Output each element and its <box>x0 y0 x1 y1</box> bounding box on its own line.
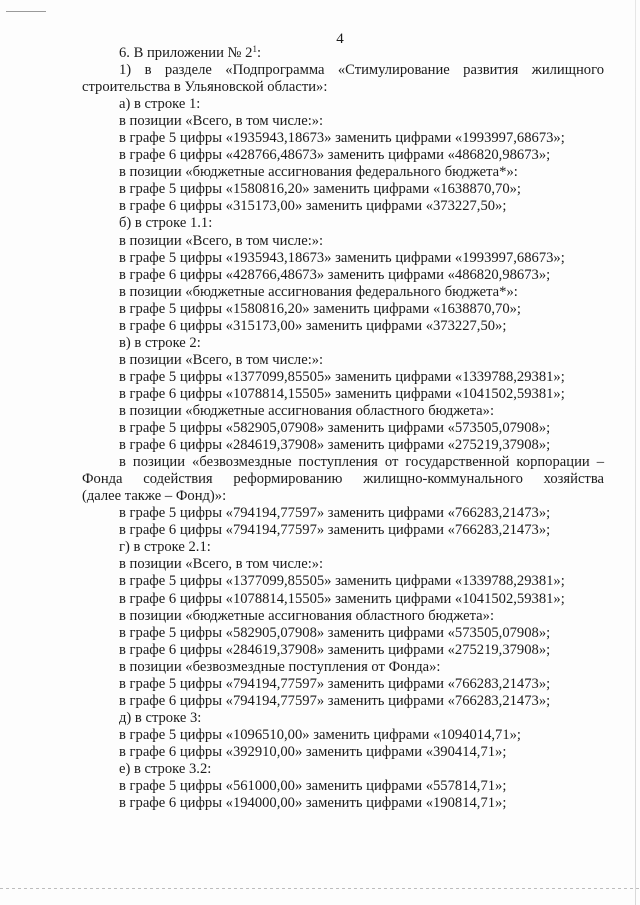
text-line <box>82 795 604 812</box>
text-line <box>82 45 604 62</box>
text-line <box>82 369 604 386</box>
line-text: в позиции «Всего, в том числе:»: <box>119 232 324 249</box>
line-text: 1) в разделе «Подпрограмма «Стимулирование развития жилищного <box>119 62 604 79</box>
text-line <box>82 625 604 642</box>
text-line <box>82 471 604 488</box>
line-text: в графе 6 цифры «1078814,15505» заменить цифрами «1041502,59381»; <box>119 590 565 607</box>
line-text: в позиции «бюджетные ассигнования областного бюджета»: <box>119 607 494 624</box>
line-text: в графе 5 цифры «1096510,00» заменить цифрами «1094014,71»; <box>119 726 521 743</box>
text-line <box>82 96 604 113</box>
line-text: е) в строке 3.2: <box>119 760 212 777</box>
text-line <box>82 522 604 539</box>
line-text: в графе 6 цифры «194000,00» заменить цифрами «190814,71»; <box>119 795 507 812</box>
line-text: (далее также – Фонд)»: <box>82 488 227 505</box>
text-line <box>82 318 604 335</box>
text-line <box>82 233 604 250</box>
line-text: в позиции «бюджетные ассигнования федерального бюджета*»: <box>119 164 518 181</box>
line-text: в графе 5 цифры «1377099,85505» заменить цифрами «1339788,29381»; <box>119 368 565 385</box>
line-text: в графе 6 цифры «392910,00» заменить цифрами «390414,71»; <box>119 743 507 760</box>
text-line <box>82 693 604 710</box>
text-line <box>82 488 604 505</box>
line-text: в графе 5 цифры «794194,77597» заменить цифрами «766283,21473»; <box>119 505 551 522</box>
text-line <box>82 591 604 608</box>
text-line <box>82 335 604 352</box>
line-text: в графе 5 цифры «1580816,20» заменить цифрами «1638870,70»; <box>119 300 521 317</box>
text-line <box>82 79 604 96</box>
line-text: в позиции «бюджетные ассигнования областного бюджета»: <box>119 402 494 419</box>
line-text: в графе 6 цифры «1078814,15505» заменить цифрами «1041502,59381»; <box>119 385 565 402</box>
text-line <box>82 659 604 676</box>
line-text: в позиции «Всего, в том числе:»: <box>119 351 324 368</box>
text-line <box>82 130 604 147</box>
line-text: б) в строке 1.1: <box>119 215 213 232</box>
line-text: Фонда содействия реформированию жилищно-коммунального хозяйства <box>82 471 604 488</box>
text-line <box>82 403 604 420</box>
text-line <box>82 437 604 454</box>
scan-edge-mark-right <box>635 0 636 905</box>
text-line <box>82 284 604 301</box>
text-line <box>82 267 604 284</box>
line-text: в позиции «бюджетные ассигнования федерального бюджета*»: <box>119 283 518 300</box>
text-line <box>82 420 604 437</box>
text-line <box>82 113 604 130</box>
line-text: в графе 5 цифры «1580816,20» заменить цифрами «1638870,70»; <box>119 181 521 198</box>
text-line <box>82 608 604 625</box>
line-text: в) в строке 2: <box>119 334 201 351</box>
line-text: в графе 5 цифры «1377099,85505» заменить цифрами «1339788,29381»; <box>119 573 565 590</box>
line-text: в графе 6 цифры «315173,00» заменить цифрами «373227,50»; <box>119 317 507 334</box>
text-line <box>82 215 604 232</box>
text-line <box>82 642 604 659</box>
text-line <box>82 181 604 198</box>
text-line <box>82 778 604 795</box>
line-text: г) в строке 2.1: <box>119 539 211 556</box>
scan-edge-mark-bottom <box>0 888 640 889</box>
text-line <box>82 301 604 318</box>
line-text: в графе 5 цифры «561000,00» заменить цифрами «557814,71»; <box>119 778 507 795</box>
line-text: в графе 5 цифры «582905,07908» заменить цифрами «573505,07908»; <box>119 420 551 437</box>
line-text: в графе 5 цифры «582905,07908» заменить цифрами «573505,07908»; <box>119 624 551 641</box>
text-line <box>82 710 604 727</box>
text-line <box>82 250 604 267</box>
line-text: а) в строке 1: <box>119 96 201 113</box>
line-text: в графе 6 цифры «428766,48673» заменить цифрами «486820,98673»; <box>119 266 551 283</box>
text-line <box>82 676 604 693</box>
text-line <box>82 539 604 556</box>
text-line <box>82 164 604 181</box>
line-text: в позиции «Всего, в том числе:»: <box>119 556 324 573</box>
text-line <box>82 147 604 164</box>
text-line <box>82 386 604 403</box>
text-line <box>82 727 604 744</box>
line-text: в позиции «Всего, в том числе:»: <box>119 113 324 130</box>
line-text: в графе 5 цифры «1935943,18673» заменить цифрами «1993997,68673»; <box>119 249 565 266</box>
page-number: 4 <box>336 31 344 47</box>
line-text: в позиции «безвозмездные поступления от Фонда»: <box>119 658 441 675</box>
line-text: в графе 6 цифры «284619,37908» заменить цифрами «275219,37908»; <box>119 641 551 658</box>
line-text: в графе 5 цифры «794194,77597» заменить цифрами «766283,21473»; <box>119 675 551 692</box>
text-line <box>82 573 604 590</box>
text-line <box>82 761 604 778</box>
text-line <box>82 352 604 369</box>
text-line <box>82 198 604 215</box>
superscript: 1 <box>252 44 257 54</box>
text-line <box>82 556 604 573</box>
line-text: в графе 6 цифры «284619,37908» заменить цифрами «275219,37908»; <box>119 437 551 454</box>
line-text: 6. В приложении № 2 <box>119 45 253 61</box>
line-text: строительства в Ульяновской области»: <box>82 79 328 96</box>
line-text: в позиции «безвозмездные поступления от государственной корпорации – <box>119 454 604 471</box>
line-text: в графе 6 цифры «315173,00» заменить цифрами «373227,50»; <box>119 198 507 215</box>
text-line <box>82 454 604 471</box>
text-line <box>82 505 604 522</box>
line-text: д) в строке 3: <box>119 709 202 726</box>
scan-edge-mark-top <box>6 11 46 12</box>
text-line <box>82 744 604 761</box>
text-line <box>82 62 604 79</box>
line-text: в графе 6 цифры «794194,77597» заменить цифрами «766283,21473»; <box>119 692 551 709</box>
line-text: в графе 6 цифры «428766,48673» заменить цифрами «486820,98673»; <box>119 147 551 164</box>
line-text: в графе 6 цифры «794194,77597» заменить цифрами «766283,21473»; <box>119 522 551 539</box>
line-text: в графе 5 цифры «1935943,18673» заменить цифрами «1993997,68673»; <box>119 130 565 147</box>
document-body <box>82 45 604 812</box>
line-text-suffix: : <box>256 45 261 61</box>
